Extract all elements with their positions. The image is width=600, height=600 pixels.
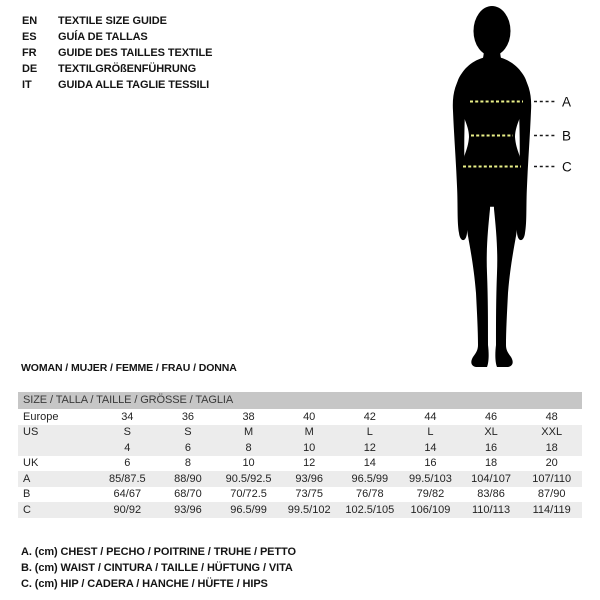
size-cell: 93/96 bbox=[174, 503, 202, 516]
size-cell: 20 bbox=[545, 457, 558, 470]
legend-line: A. (cm) CHEST / PECHO / POITRINE / TRUHE / PETTO bbox=[21, 546, 296, 558]
size-cell: 36 bbox=[181, 410, 195, 423]
language-code: EN bbox=[22, 15, 38, 27]
language-title-list bbox=[22, 13, 212, 93]
size-cell: 102.5/105 bbox=[345, 503, 395, 516]
size-cell: 73/75 bbox=[295, 488, 323, 501]
size-cell: L bbox=[427, 426, 434, 439]
size-cell: 34 bbox=[121, 410, 134, 423]
size-cell: 87/90 bbox=[537, 488, 566, 501]
size-cell: M bbox=[304, 426, 314, 439]
language-row bbox=[22, 29, 212, 45]
size-table bbox=[18, 392, 582, 518]
silhouette-right-leg bbox=[493, 166, 523, 367]
table-row bbox=[18, 502, 582, 518]
size-table-body bbox=[18, 409, 582, 518]
size-cell: 14 bbox=[424, 441, 437, 454]
size-cell: 4 bbox=[124, 441, 131, 454]
size-cell: 16 bbox=[484, 441, 498, 454]
row-label: Europe bbox=[23, 410, 59, 423]
size-cell: 12 bbox=[363, 441, 376, 454]
size-cell: 88/90 bbox=[174, 472, 202, 485]
size-cell: 8 bbox=[184, 457, 191, 470]
guide-title: GUIDE DES TAILLES TEXTILE bbox=[58, 47, 213, 59]
row-label: A bbox=[23, 472, 31, 485]
size-cell: M bbox=[243, 426, 254, 439]
size-cell: 64/67 bbox=[113, 488, 142, 501]
language-row bbox=[22, 77, 212, 93]
size-cell: 85/87.5 bbox=[108, 472, 146, 485]
language-row bbox=[22, 61, 212, 77]
size-cell: 8 bbox=[245, 441, 252, 454]
table-row bbox=[18, 471, 582, 487]
guide-title: GUÍA DE TALLAS bbox=[58, 31, 148, 43]
size-table-header: SIZE / TALLA / TAILLE / GRÖSSE / TAGLIA bbox=[18, 392, 582, 409]
legend-line: B. (cm) WAIST / CINTURA / TAILLE / HÜFTUNG / VITA bbox=[21, 562, 293, 574]
table-row bbox=[18, 487, 582, 503]
size-cell: 46 bbox=[484, 410, 498, 423]
size-cell: S bbox=[184, 426, 192, 439]
size-cell: 16 bbox=[424, 457, 437, 470]
size-cell: 10 bbox=[242, 457, 255, 470]
female-silhouette-figure bbox=[400, 0, 600, 380]
size-cell: 90.5/92.5 bbox=[225, 472, 272, 485]
size-cell: 40 bbox=[303, 410, 316, 423]
guide-title: TEXTILGRÖßENFÜHRUNG bbox=[58, 63, 197, 75]
size-cell: 104/107 bbox=[471, 472, 511, 485]
language-code: FR bbox=[22, 47, 37, 59]
size-cell: 10 bbox=[303, 441, 316, 454]
size-cell: 83/86 bbox=[477, 488, 505, 501]
female-silhouette bbox=[453, 6, 531, 367]
size-cell: 93/96 bbox=[295, 472, 323, 485]
guide-title: TEXTILE SIZE GUIDE bbox=[58, 15, 167, 27]
size-cell: 18 bbox=[545, 441, 558, 454]
size-cell: 106/109 bbox=[410, 503, 451, 516]
legend-line: C. (cm) HIP / CADERA / HANCHE / HÜFTE / HIPS bbox=[21, 578, 268, 590]
row-label: C bbox=[23, 503, 31, 516]
size-cell: 114/119 bbox=[532, 503, 571, 516]
size-cell: XXL bbox=[541, 426, 563, 439]
table-row bbox=[18, 409, 582, 425]
language-code: IT bbox=[22, 79, 32, 91]
marker-label-a: A bbox=[562, 94, 572, 110]
size-cell: L bbox=[366, 426, 373, 439]
size-cell: 38 bbox=[242, 410, 255, 423]
size-cell: 76/78 bbox=[356, 488, 384, 501]
table-row bbox=[18, 456, 582, 472]
size-cell: 14 bbox=[363, 457, 376, 470]
silhouette-left-leg bbox=[461, 166, 491, 367]
size-cell: S bbox=[123, 426, 131, 439]
size-cell: 70/72.5 bbox=[230, 488, 267, 501]
row-label: UK bbox=[23, 457, 39, 470]
size-cell: 107/110 bbox=[532, 472, 572, 485]
size-cell: 42 bbox=[363, 410, 376, 423]
guide-title: GUIDA ALLE TAGLIE TESSILI bbox=[58, 79, 210, 91]
size-cell: 99.5/103 bbox=[409, 472, 452, 485]
table-group-title: WOMAN / MUJER / FEMME / FRAU / DONNA bbox=[21, 362, 237, 374]
size-cell: 44 bbox=[424, 410, 437, 423]
table-row bbox=[18, 425, 582, 441]
size-cell: 99.5/102 bbox=[287, 503, 331, 516]
size-cell: 96.5/99 bbox=[230, 503, 267, 516]
language-row bbox=[22, 13, 212, 29]
size-cell: 6 bbox=[184, 441, 191, 454]
size-cell: 96.5/99 bbox=[351, 472, 389, 485]
size-cell: 12 bbox=[303, 457, 316, 470]
language-code: DE bbox=[22, 63, 38, 75]
size-cell: 79/82 bbox=[416, 488, 445, 501]
size-cell: 110/113 bbox=[471, 503, 511, 516]
silhouette-svg bbox=[400, 0, 600, 380]
language-row bbox=[22, 45, 212, 61]
marker-label-c: C bbox=[562, 159, 572, 175]
size-cell: 48 bbox=[545, 410, 558, 423]
size-cell: 6 bbox=[124, 457, 131, 470]
size-cell: 18 bbox=[484, 457, 498, 470]
measurement-legend bbox=[21, 544, 296, 592]
row-label: US bbox=[23, 426, 39, 439]
row-label: B bbox=[23, 488, 31, 501]
size-cell: XL bbox=[484, 426, 498, 439]
language-code: ES bbox=[22, 31, 37, 43]
size-cell: 68/70 bbox=[174, 488, 202, 501]
size-cell: 90/92 bbox=[113, 503, 142, 516]
marker-label-b: B bbox=[562, 128, 572, 144]
table-row bbox=[18, 440, 582, 456]
